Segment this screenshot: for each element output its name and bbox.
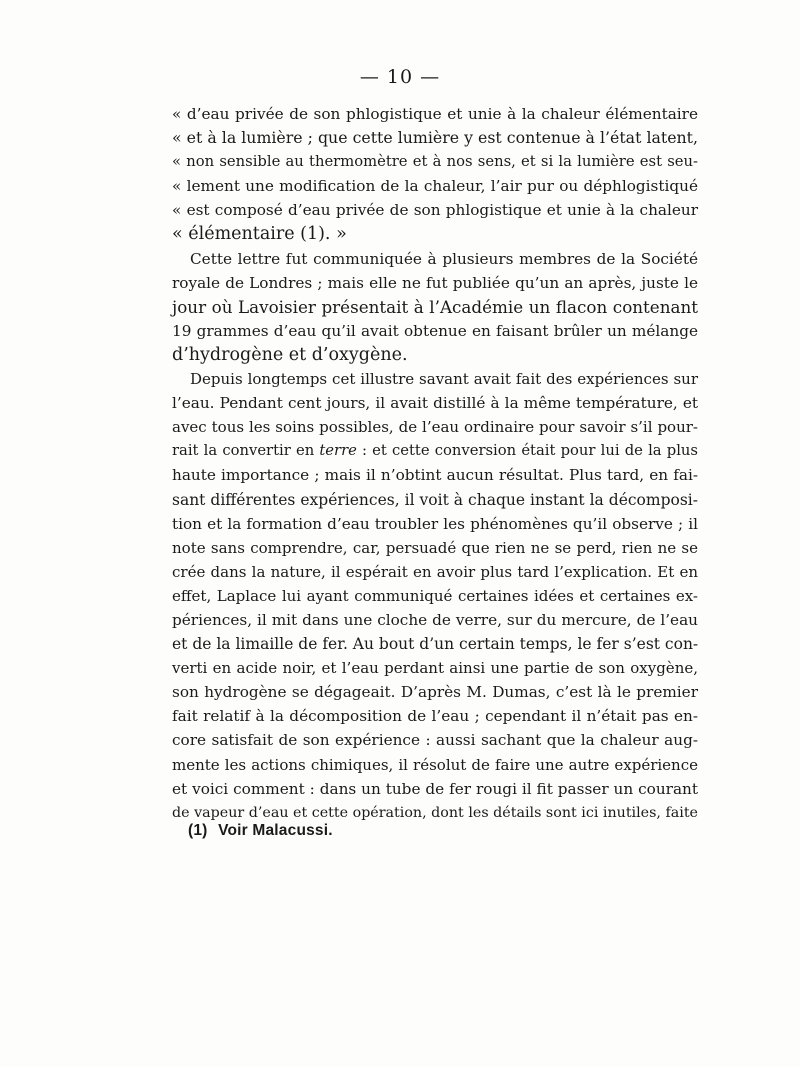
text-line: et voici comment : dans un tube de fer rougi il fit passer un courant [172,779,698,798]
text-line: mente les actions chimiques, il résolut de faire une autre expérience [172,755,698,774]
text-line: note sans comprendre, car, persuadé que rien ne se perd, rien ne se [172,538,698,557]
text-line: crée dans la nature, il espérait en avoir plus tard l’explication. Et en [172,562,698,581]
emphasized-word: terre [319,442,357,460]
text-line: « non sensible au thermomètre et à nos sens, et si la lumière est seu- [172,153,698,171]
text-line: tion et la formation d’eau troubler les phénomènes qu’il observe ; il [172,514,698,533]
footnote [188,822,333,840]
text-line: « et à la lumière ; que cette lumière y est contenue à l’état latent, [172,128,698,148]
text-line: « élémentaire (1). » [172,224,347,245]
text-line: de vapeur d’eau et cette opération, dont les détails sont ici inutiles, faite [172,804,698,821]
text-line: core satisfait de son expérience : aussi sachant que la chaleur aug- [172,731,698,750]
text-line: périences, il mit dans une cloche de verre, sur du mercure, de l’eau [172,610,698,629]
footnote-label: (1) [188,822,208,839]
footnote-text: Voir Malacussi. [218,822,333,839]
text-line: fait relatif à la décomposition de l’eau ; cependant il n’était pas en- [172,707,698,726]
text-line: l’eau. Pendant cent jours, il avait distillé à la même température, et [172,394,698,413]
text-line: verti en acide noir, et l’eau perdant ainsi une partie de son oxygène, [172,659,698,678]
text-line: royale de Londres ; mais elle ne fut publiée qu’un an après, juste le [172,273,698,292]
text-line: 19 grammes d’eau qu’il avait obtenue en faisant brûler un mélange [172,321,698,340]
text-line: Depuis longtemps cet illustre savant avait fait des expériences sur [190,370,698,389]
text-line: haute importance ; mais il n’obtint aucun résultat. Plus tard, en fai- [172,466,698,485]
text-line: rait la convertir en terre : et cette conversion était pour lui de la plus [172,442,698,460]
text-line: jour où Lavoisier présentait à l’Académie un flacon contenant [172,296,698,317]
text-line: « d’eau privée de son phlogistique et unie à la chaleur élémentaire [172,105,698,123]
page-number: — 10 — [359,66,441,88]
body-text [172,102,698,825]
text-line: sant différentes expériences, il voit à chaque instant la décomposi- [172,490,698,509]
text-line: Cette lettre fut communiquée à plusieurs membres de la Société [190,249,698,268]
text-line: « lement une modification de la chaleur, l’air pur ou déphlogistiqué [172,177,698,196]
text-line: effet, Laplace lui ayant communiqué certaines idées et certaines ex- [172,586,698,605]
text-line: son hydrogène se dégageait. D’après M. Dumas, c’est là le premier [172,683,698,702]
text-line: et de la limaille de fer. Au bout d’un certain temps, le fer s’est con- [172,635,699,654]
text-line: avec tous les soins possibles, de l’eau ordinaire pour savoir s’il pour- [172,418,698,437]
text-line: « est composé d’eau privée de son phlogistique et unie à la chaleur [172,201,698,220]
text-line: d’hydrogène et d’oxygène. [172,344,408,365]
